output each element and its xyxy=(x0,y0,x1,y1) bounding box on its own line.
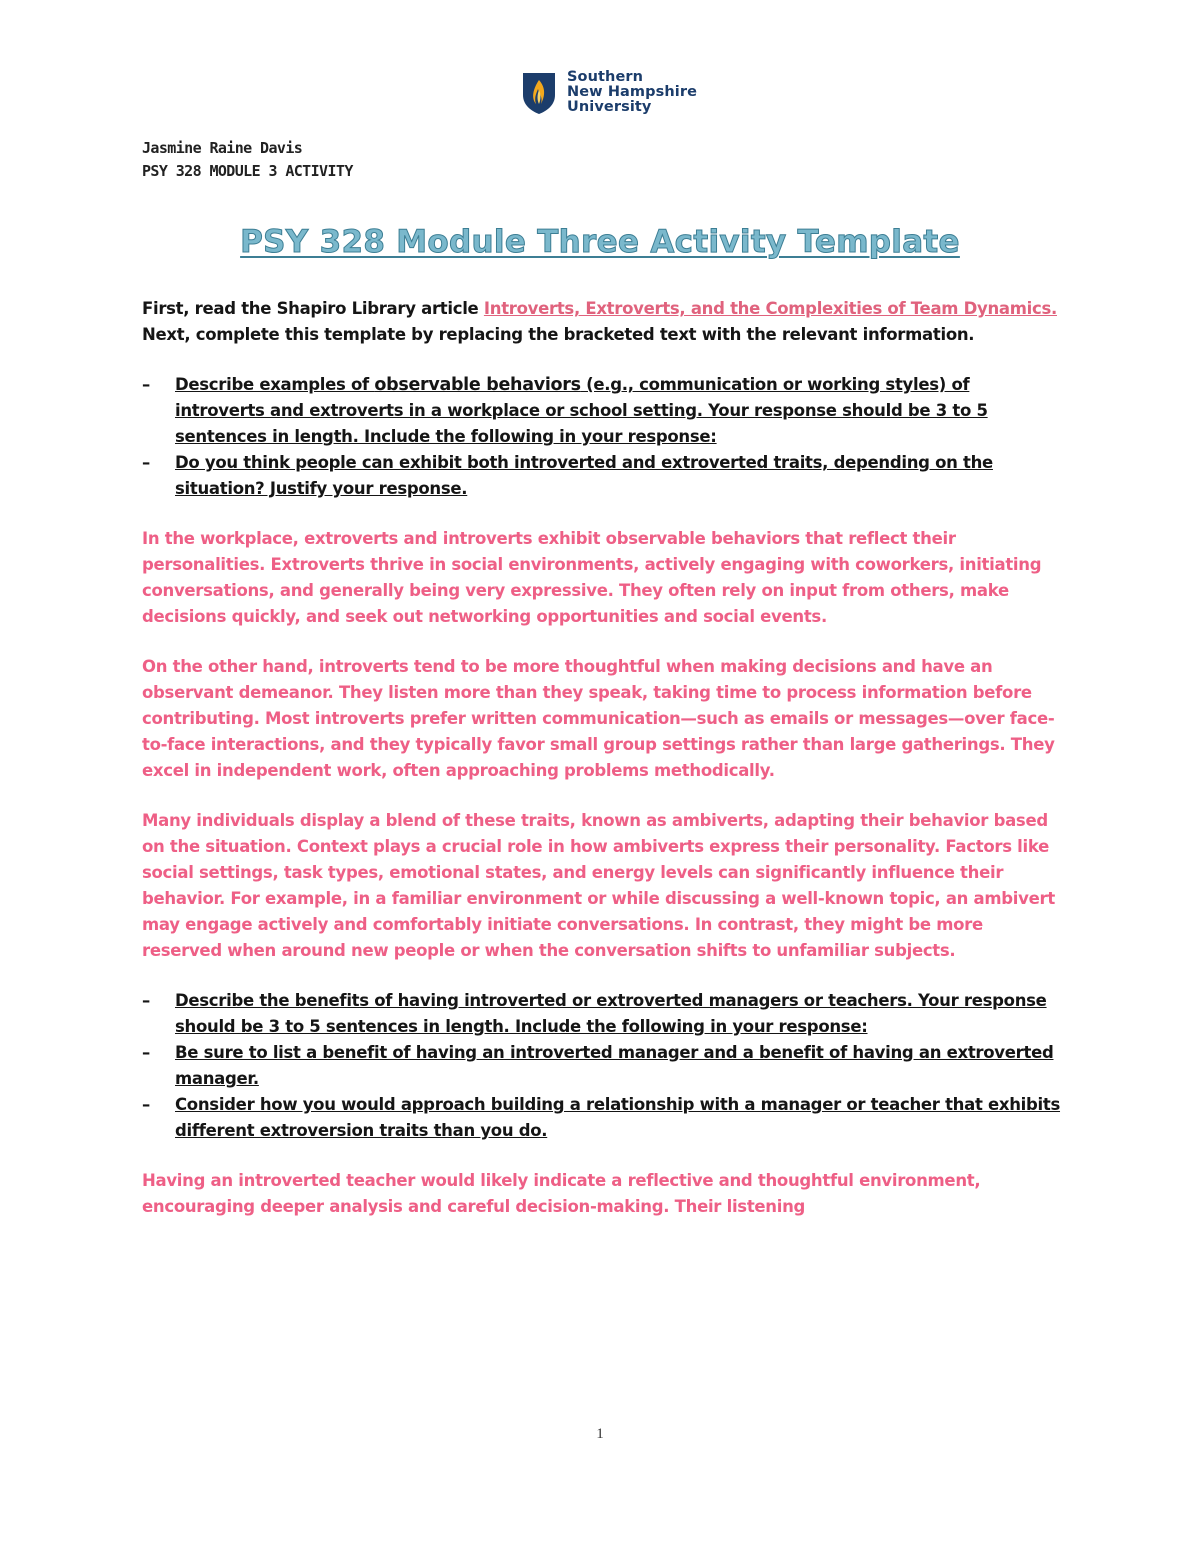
prompt-list-1 xyxy=(142,372,1062,502)
prompt-list-2 xyxy=(142,988,1062,1144)
prompt-bullet: – Consider how you would approach building a relationship with a manager or teacher that exhibits different extroversion traits than you do. xyxy=(142,1092,1062,1144)
logo-wordmark xyxy=(567,70,697,115)
prompt-bullet: – Do you think people can exhibit both introverted and extroverted traits, depending on the situation? Justify your response. xyxy=(142,450,1062,502)
intro-paragraph xyxy=(142,296,1062,348)
logo-line: New Hampshire xyxy=(567,84,698,100)
logo-line: University xyxy=(567,99,652,115)
answer-paragraph: Having an introverted teacher would likely indicate a reflective and thoughtful environment, encouraging deeper analysis and careful decision-making. Their listening xyxy=(142,1171,981,1216)
answer-paragraph: In the workplace, extroverts and introverts exhibit observable behaviors that reflect their personalities. Extroverts thrive in social environments, actively engaging with coworkers, initiating conversations, and generally being very expressive. They often rely on input from others, make decisions quickly, and seek out networking opportunities and social events. xyxy=(142,529,1042,626)
article-link[interactable]: Introverts, Extroverts, and the Complexities of Team Dynamics. xyxy=(483,299,1057,318)
prompt-text: (e.g., communication or working styles) of introverts and extroverts in a workplace or school setting. Your response should be 3 to 5 sentences in length. Include the following in your response: xyxy=(175,375,988,446)
page-number: 1 xyxy=(596,1426,604,1442)
author-block xyxy=(142,137,353,183)
document-body xyxy=(142,296,1062,1244)
prompt-text: Describe examples of xyxy=(175,375,375,394)
answer-paragraph: Many individuals display a blend of these traits, known as ambiverts, adapting their behavior based on the situation. Context plays a crucial role in how ambiverts express their personality. Factors like social settings, task types, emotional states, and energy levels can significantly influence their behavior. For example, in a familiar environment or while discussing a well-known topic, an ambivert may engage actively and comfortably initiate conversations. In contrast, they might be more reserved when around new people or when the conversation shifts to unfamiliar subjects. xyxy=(142,811,1055,960)
author-name: Jasmine Raine Davis xyxy=(142,139,303,157)
prompt-bullet: – Be sure to list a benefit of having an introverted manager and a benefit of having an extroverted manager. xyxy=(142,1040,1062,1092)
answer-paragraph: On the other hand, introverts tend to be more thoughtful when making decisions and have an observant demeanor. They listen more than they speak, taking time to process information before contributing. Most introverts prefer written communication—such as emails or messages—over face-to-face interactions, and they typically favor small group settings rather than large gatherings. They excel in independent work, often approaching problems methodically. xyxy=(142,657,1055,780)
intro-text: First, read the Shapiro Library article xyxy=(142,299,484,318)
shield-flame-icon xyxy=(521,71,557,115)
course-line: PSY 328 MODULE 3 ACTIVITY xyxy=(142,162,353,180)
university-logo xyxy=(521,70,697,115)
document-title: PSY 328 Module Three Activity Template xyxy=(240,224,960,260)
prompt-highlight: observable behaviors xyxy=(374,375,581,395)
prompt-bullet: – Describe the benefits of having introverted or extroverted managers or teachers. Your response should be 3 to 5 sentences in length. Include the following in your response: xyxy=(142,988,1062,1040)
logo-line: Southern xyxy=(567,69,644,85)
prompt-bullet xyxy=(142,372,1062,450)
intro-text: Next, complete this template by replacing the bracketed text with the relevant information. xyxy=(142,325,975,344)
